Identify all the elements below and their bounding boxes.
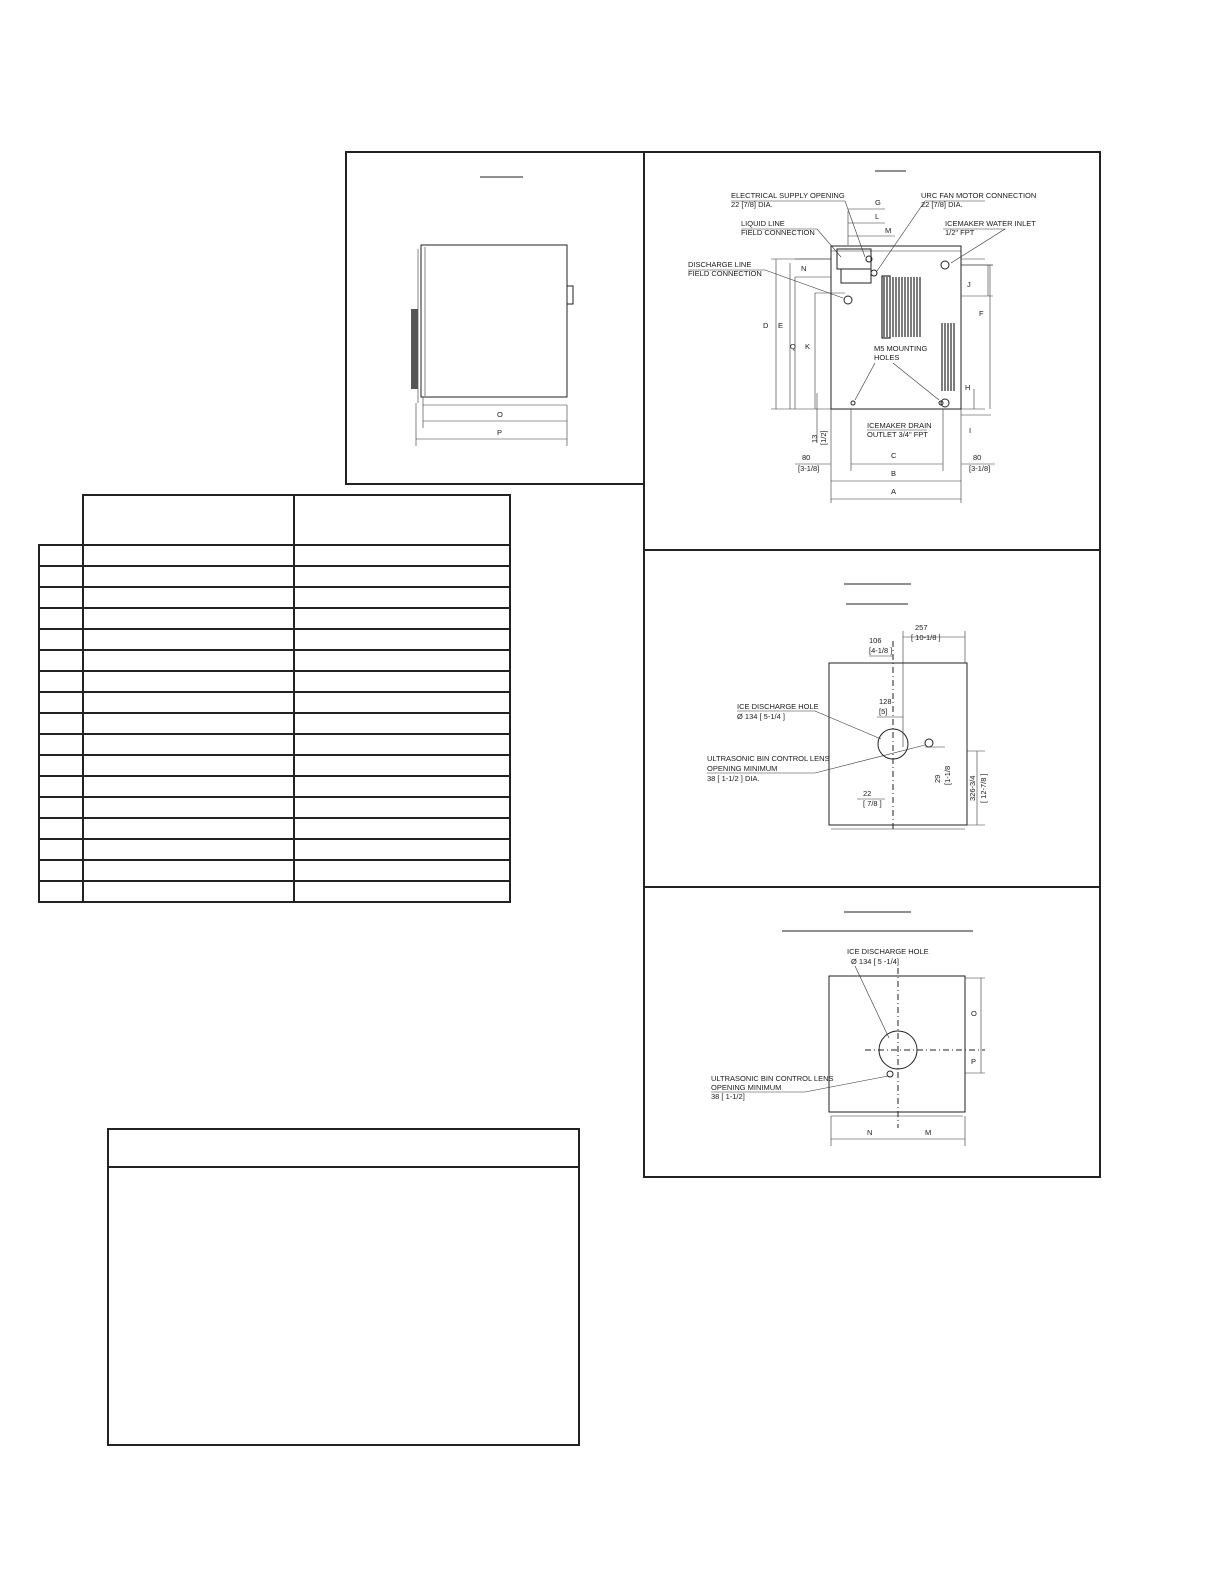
- dim-label-p-2: P: [971, 1057, 977, 1066]
- table-row: [39, 860, 510, 881]
- table-row: [39, 776, 510, 797]
- dim-label-q: Q: [790, 342, 796, 351]
- dim-label-j: J: [967, 280, 971, 289]
- dim-label-g: G: [875, 198, 881, 207]
- dim-label-h: H: [965, 383, 971, 392]
- notes-box: [107, 1128, 580, 1446]
- dim-value-106-in: [4-1/8 ]: [869, 646, 893, 655]
- callout-water-inlet-title: ICEMAKER WATER INLET: [945, 219, 1036, 228]
- table-row: [39, 650, 510, 671]
- callout-water-inlet-size: 1/2" FPT: [945, 228, 975, 237]
- side-view-fitting: [567, 286, 573, 304]
- dim-label-o-2: O: [971, 1009, 977, 1018]
- dim-label-p: P: [497, 428, 503, 437]
- top-view-2-cabinet: [829, 976, 965, 1112]
- dim-value-right-80-in: [3-1/8]: [969, 464, 991, 473]
- table-row: [39, 755, 510, 776]
- table-row: [39, 734, 510, 755]
- callout-ice-hole-size-2: Ø 134 [ 5 -1/4]: [851, 957, 899, 966]
- discharge-line-fitting: [844, 296, 852, 304]
- dim-value-106: 106: [869, 636, 882, 645]
- dim-value-left-80-in: [3-1/8]: [798, 464, 820, 473]
- dim-label-e: E: [778, 321, 784, 330]
- side-view-cabinet: [421, 245, 567, 397]
- table-row: [39, 818, 510, 839]
- dim-label-o: O: [497, 410, 503, 419]
- table-row: [39, 671, 510, 692]
- table-row: [39, 881, 510, 902]
- front-view-drawing: [645, 153, 1103, 553]
- callout-lens-1: ULTRASONIC BIN CONTROL LENS: [707, 754, 830, 763]
- top-view-1-drawing: [645, 551, 1103, 891]
- callout-ice-hole-size: Ø 134 [ 5-1/4 ]: [737, 712, 785, 721]
- callout-urc-size: 22 [7/8] DIA.: [921, 200, 963, 209]
- dim-value-257-in: [ 10-1/8 ]: [911, 633, 941, 642]
- table-row: [39, 587, 510, 608]
- dim-label-c: C: [891, 451, 897, 460]
- dim-value-22: 22: [863, 789, 872, 798]
- drain-outlet-fitting: [941, 399, 949, 407]
- mounting-hole-left: [851, 401, 855, 405]
- top-view-2-panel: [643, 886, 1101, 1178]
- dim-label-n: N: [801, 264, 807, 273]
- callout-lens-1-2: ULTRASONIC BIN CONTROL LENS: [711, 1074, 834, 1083]
- dim-label-n-2: N: [867, 1128, 873, 1137]
- front-view-louvers: [882, 276, 954, 391]
- table-header-col-1: [83, 495, 294, 545]
- dim-value-13: 13: [810, 434, 819, 443]
- table-row: [39, 839, 510, 860]
- side-view-panel: [345, 151, 645, 485]
- side-view-louver: [411, 309, 418, 389]
- callout-ice-hole-title: ICE DISCHARGE HOLE: [737, 702, 819, 711]
- dim-label-d: D: [763, 321, 769, 330]
- water-inlet-fitting: [941, 261, 949, 269]
- callout-lens-2-2: OPENING MINIMUM: [711, 1083, 782, 1092]
- callout-urc-title: URC FAN MOTOR CONNECTION: [921, 191, 1037, 200]
- front-view-panel: [643, 151, 1101, 551]
- callout-electrical-size: 22 [7/8] DIA.: [731, 200, 773, 209]
- callout-lens-2: OPENING MINIMUM: [707, 764, 778, 773]
- top-view-2-drawing: [645, 888, 1103, 1180]
- table-row: [39, 629, 510, 650]
- callout-lens-3: 38 [ 1-1/2 ] DIA.: [707, 774, 760, 783]
- callout-mounting-2: HOLES: [874, 353, 900, 362]
- dimension-table: [38, 494, 511, 903]
- dim-label-f: F: [979, 309, 984, 318]
- dim-label-a: A: [891, 487, 897, 496]
- notes-header-bar: [109, 1130, 578, 1168]
- dim-label-l: L: [875, 212, 880, 221]
- dim-value-128-in: [5]: [879, 707, 888, 716]
- top-view-1-panel: [643, 549, 1101, 889]
- table-row: [39, 566, 510, 587]
- callout-drain-1: ICEMAKER DRAIN: [867, 421, 932, 430]
- callout-electrical-title: ELECTRICAL SUPPLY OPENING: [731, 191, 845, 200]
- callout-discharge-line-1: DISCHARGE LINE: [688, 260, 752, 269]
- table-row: [39, 692, 510, 713]
- table-header-row: [39, 495, 510, 545]
- bin-control-lens: [925, 739, 933, 747]
- callout-ice-hole-title-2: ICE DISCHARGE HOLE: [847, 947, 929, 956]
- table-row: [39, 545, 510, 566]
- table-header-col-2: [294, 495, 510, 545]
- dim-value-29: 29: [933, 774, 942, 783]
- dim-value-128: 128: [879, 697, 892, 706]
- discharge-line-box: [841, 269, 871, 283]
- dim-label-k: K: [805, 342, 811, 351]
- table-row: [39, 713, 510, 734]
- table-row: [39, 608, 510, 629]
- dim-value-29-in: [1-1/8: [943, 765, 952, 785]
- side-view-drawing: [347, 153, 647, 487]
- top-view-1-cabinet: [829, 663, 967, 825]
- dim-value-left-80: 80: [802, 453, 811, 462]
- callout-discharge-line-2: FIELD CONNECTION: [688, 269, 762, 278]
- callout-lens-3-2: 38 [ 1-1/2]: [711, 1092, 745, 1101]
- callout-mounting-1: M5 MOUNTING: [874, 344, 928, 353]
- table-row: [39, 797, 510, 818]
- dim-label-i: I: [969, 426, 972, 435]
- callout-liquid-line-1: LIQUID LINE: [741, 219, 785, 228]
- dim-value-326: 326-3/4: [968, 775, 977, 801]
- dim-value-22-in: [ 7/8 ]: [863, 799, 882, 808]
- dim-value-13-in: [1/2]: [819, 430, 828, 445]
- dim-value-257: 257: [915, 623, 928, 632]
- dim-label-m: M: [885, 226, 892, 235]
- dim-label-b: B: [891, 469, 897, 478]
- dim-value-right-80: 80: [973, 453, 982, 462]
- dim-label-m-2: M: [925, 1128, 932, 1137]
- callout-liquid-line-2: FIELD CONNECTION: [741, 228, 815, 237]
- dim-value-326-in: [ 12-7/8 ]: [979, 773, 988, 803]
- callout-drain-2: OUTLET 3/4" FPT: [867, 430, 928, 439]
- urc-fan-connection: [871, 270, 877, 276]
